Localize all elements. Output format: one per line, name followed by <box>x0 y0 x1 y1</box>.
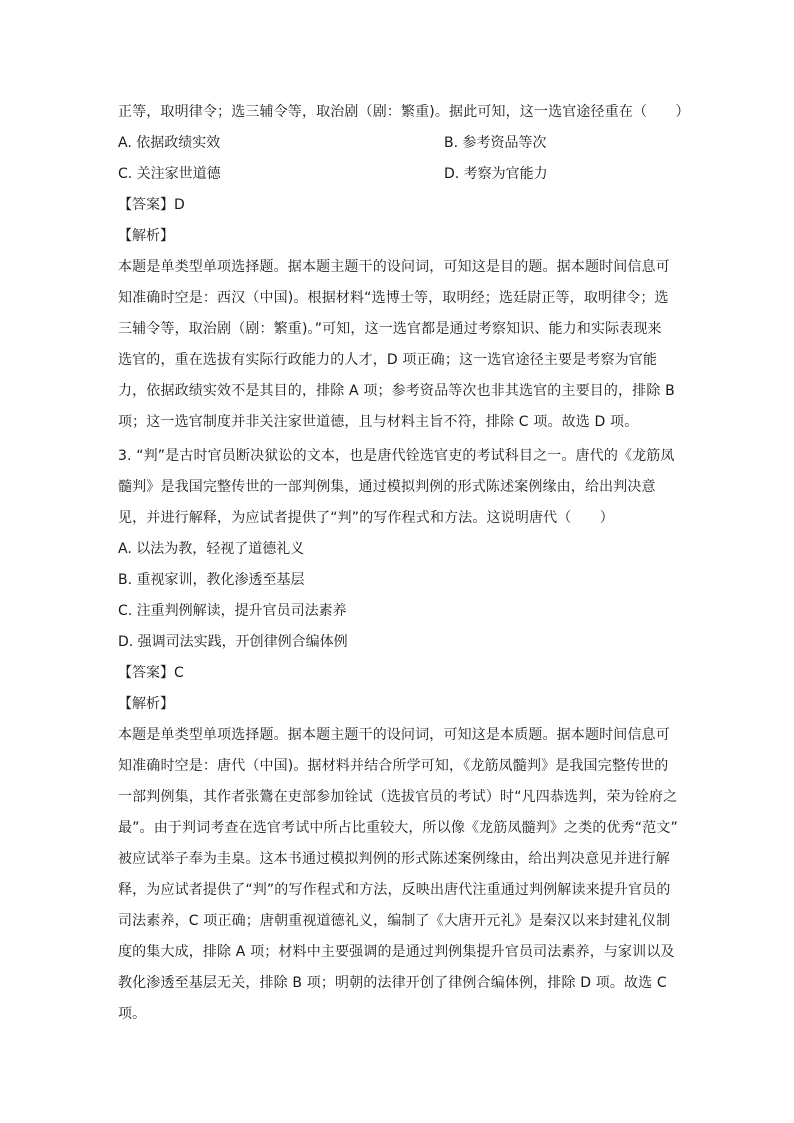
analysis-line: 教化渗透至基层无关，排除 B 项；明朝的法律开创了律例合编体例，排除 D 项。故选 C <box>118 975 667 991</box>
analysis-line: 项；这一选官制度并非关注家世道德，且与材料主旨不符，排除 C 项。故选 D 项。 <box>118 414 639 430</box>
option-d: D. 强调司法实践，开创律例合编体例 <box>118 634 348 650</box>
question-stem-line: 髓判》是我国完整传世的一部判例集，通过模拟判例的形式陈述案例缘由，给出判决意 <box>118 479 656 495</box>
analysis-line: 三辅令等，取治剧（剧：繁重)。”可知，这一选官都是通过考察知识、能力和实际表现来 <box>118 321 662 337</box>
analysis-line: 知准确时空是：唐代（中国)。据材料并结合所学可知，《龙筋凤髓判》是我国完整传世的 <box>118 758 669 774</box>
analysis-line: 力，依据政绩实效不是其目的，排除 A 项；参考资品等次也非其选官的主要目的，排除 B <box>118 383 675 399</box>
analysis-line: 度的集大成，排除 A 项；材料中主要强调的是通过判例集提升官员司法素养，与家训以及 <box>118 944 675 960</box>
analysis-line: 本题是单类型单项选择题。据本题主题干的设问词，可知这是目的题。据本题时间信息可 <box>118 259 670 275</box>
option-d: D. 考察为官能力 <box>444 166 548 182</box>
analysis-line: 被应试举子奉为圭臬。这本书通过模拟判例的形式陈述案例缘由，给出判决意见并进行解 <box>118 851 670 867</box>
option-b: B. 重视家训，教化渗透至基层 <box>118 572 305 588</box>
analysis-line: 释，为应试者提供了“判”的写作程式和方法，反映出唐代注重通过判例解读来提升官员的 <box>118 882 671 898</box>
answer-label: 【答案】D <box>118 197 185 213</box>
question-stem-line: 见，并进行解释，为应试者提供了“判”的写作程式和方法。这说明唐代（ ） <box>118 510 614 526</box>
analysis-line: 最”。由于判词考查在选官考试中所占比重较大，所以像《龙筋凤髓判》之类的优秀“范文” <box>118 820 678 836</box>
analysis-line: 司法素养，C 项正确；唐朝重视道德礼义，编制了《大唐开元礼》是秦汉以来封建礼仪制 <box>118 913 671 929</box>
analysis-line: 项。 <box>118 1006 147 1022</box>
answer-label: 【答案】C <box>118 665 184 681</box>
analysis-label: 【解析】 <box>118 228 174 244</box>
option-b: B. 参考资品等次 <box>444 135 547 151</box>
question-stem-line: 正等，取明律令；选三辅令等，取治剧（剧：繁重)。据此可知，这一选官途径重在（ ） <box>118 104 690 120</box>
option-c: C. 关注家世道德 <box>118 166 221 182</box>
option-c: C. 注重判例解读，提升官员司法素养 <box>118 603 347 619</box>
analysis-label: 【解析】 <box>118 696 174 712</box>
question-stem-line: 3. “判”是古时官员断决狱讼的文本，也是唐代铨选官吏的考试科目之一。唐代的《龙筋凤 <box>118 448 675 464</box>
option-a: A. 依据政绩实效 <box>118 135 221 151</box>
analysis-line: 选官的，重在选拔有实际行政能力的人才，D 项正确；这一选官途径主要是考察为官能 <box>118 352 658 368</box>
option-a: A. 以法为教，轻视了道德礼义 <box>118 541 305 557</box>
analysis-line: 一部判例集，其作者张鷟在吏部参加铨试（选拔官员的考试）时“凡四恭选判，荣为铨府之 <box>118 789 678 805</box>
analysis-line: 本题是单类型单项选择题。据本题主题干的设问词，可知这是本质题。据本题时间信息可 <box>118 727 670 743</box>
analysis-line: 知准确时空是：西汉（中国)。根据材料“选博士等，取明经；选廷尉正等，取明律令；选 <box>118 290 669 306</box>
